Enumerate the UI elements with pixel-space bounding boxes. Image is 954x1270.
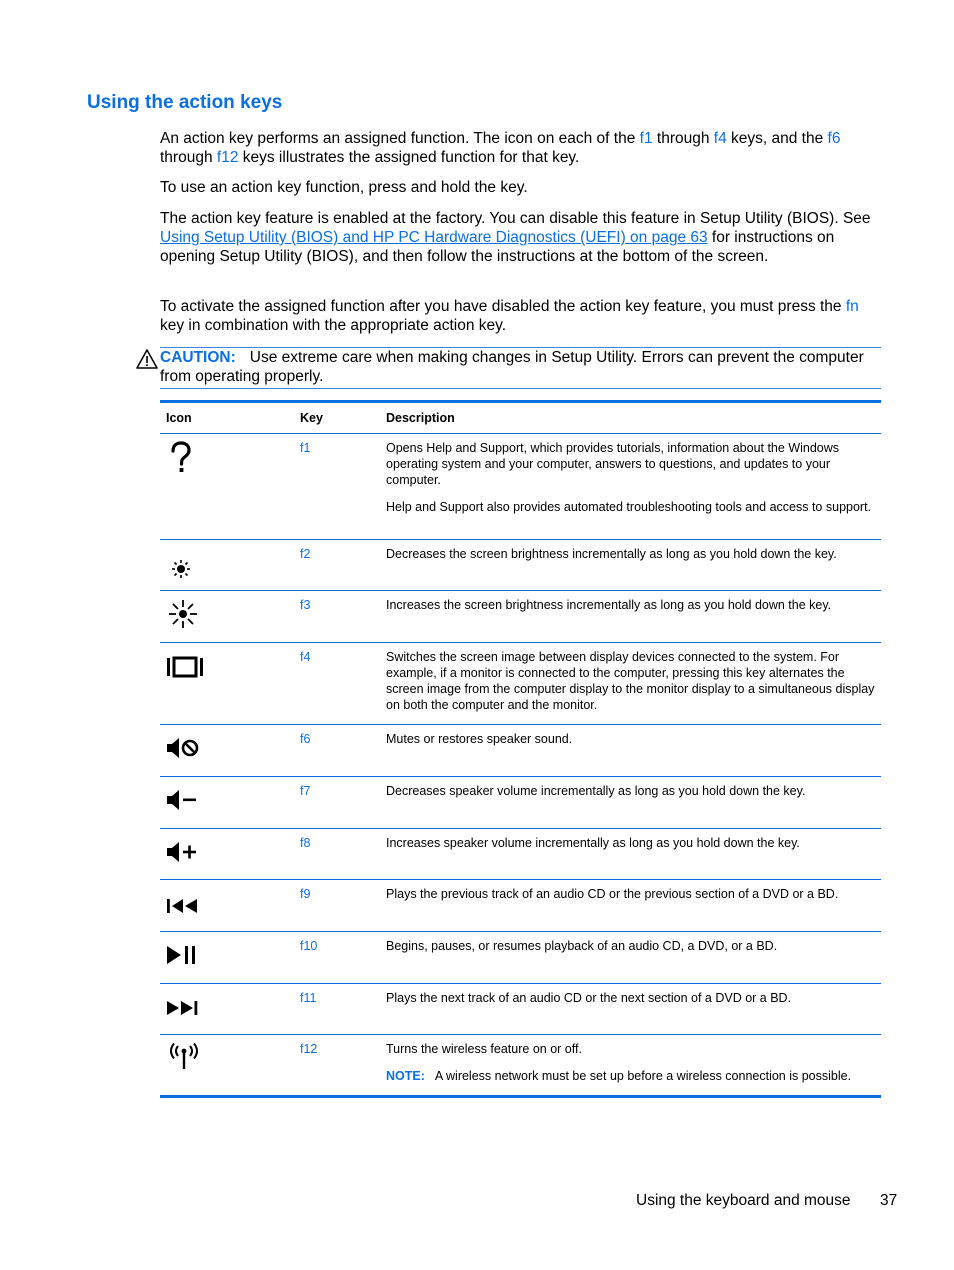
description-text: Begins, pauses, or resumes playback of an audio CD, a DVD, or a BD. — [386, 939, 778, 953]
key-cell: f4 — [300, 650, 311, 664]
warning-icon — [136, 349, 158, 369]
section-title: Using the action keys — [87, 92, 283, 113]
key-cell: f6 — [300, 732, 311, 746]
volume-down-icon — [166, 787, 202, 813]
text: To activate the assigned function after you have disabled the action key feature, you must press the — [160, 298, 846, 315]
description-text: Increases speaker volume incrementally as long as you hold down the key. — [386, 836, 800, 850]
text: The action key feature is enabled at the factory. You can disable this feature in Setup Utility (BIOS). See — [160, 210, 871, 227]
table-row — [160, 777, 881, 829]
fn-paragraph — [160, 297, 872, 335]
icon-cell — [160, 932, 294, 984]
note-label: NOTE: — [386, 1069, 425, 1083]
table-header-row — [160, 402, 881, 434]
description-text: Switches the screen image between display devices connected to the system. For example, if a monitor is connected to the computer, pressing this key alternates the screen image from the computer display to the monitor display to a simultaneous display on both the computer and the monitor. — [386, 650, 875, 712]
key-cell: f11 — [300, 991, 317, 1005]
key-ref: f12 — [216, 149, 239, 166]
key-cell: f3 — [300, 598, 311, 612]
intro-paragraph — [160, 129, 872, 167]
icon-cell — [160, 725, 294, 777]
table-row — [160, 725, 881, 777]
key-cell: f9 — [300, 887, 311, 901]
caution-message: Use extreme care when making changes in Setup Utility. Errors can prevent the computer from operating properly. — [160, 349, 864, 385]
key-cell: f12 — [300, 1042, 318, 1056]
icon-cell — [160, 984, 294, 1035]
previous-track-icon — [166, 896, 202, 916]
description-text: Turns the wireless feature on or off. — [386, 1042, 582, 1056]
key-ref: f1 — [639, 130, 653, 147]
icon-cell — [160, 880, 294, 932]
icon-cell — [160, 591, 294, 643]
caution-text — [160, 348, 880, 386]
usage-paragraph: To use an action key function, press and hold the key. — [160, 179, 528, 196]
page-number: 37 — [880, 1192, 898, 1209]
description-cell — [380, 434, 881, 540]
switch-display-icon — [166, 655, 206, 681]
key-ref: f4 — [713, 130, 727, 147]
note — [386, 1068, 875, 1084]
text: keys, and the — [726, 130, 828, 147]
mute-icon — [166, 735, 202, 761]
key-cell: f2 — [300, 547, 311, 561]
volume-up-icon — [166, 839, 202, 865]
description-cell — [380, 777, 881, 829]
table-row — [160, 880, 881, 932]
text: through — [160, 149, 217, 166]
description-text: Decreases speaker volume incrementally as long as you hold down the key. — [386, 784, 806, 798]
key-cell: f1 — [300, 441, 311, 455]
description-text: Plays the next track of an audio CD or the next section of a DVD or a BD. — [386, 991, 792, 1005]
description-cell — [380, 725, 881, 777]
description-cell — [380, 880, 881, 932]
table-row — [160, 984, 881, 1035]
text: An action key performs an assigned function. The icon on each of the — [160, 130, 640, 147]
key-cell: f7 — [300, 784, 311, 798]
description-cell — [380, 932, 881, 984]
header-key: Key — [300, 411, 323, 425]
play-pause-icon — [166, 944, 202, 966]
header-description: Description — [386, 411, 455, 425]
description-text: Increases the screen brightness incrementally as long as you hold down the key. — [386, 598, 832, 612]
description-text: Opens Help and Support, which provides tutorials, information about the Windows operating system and your computer, answers to questions, and updates to your computer. — [386, 441, 840, 487]
icon-cell — [160, 777, 294, 829]
brightness-down-icon — [166, 554, 196, 584]
footer-chapter-title: Using the keyboard and mouse — [636, 1192, 851, 1209]
description-text: Plays the previous track of an audio CD or the previous section of a DVD or a BD. — [386, 887, 839, 901]
next-track-icon — [166, 998, 202, 1018]
wireless-icon — [166, 1043, 202, 1073]
key-ref: fn — [845, 298, 859, 315]
description-cell — [380, 643, 881, 725]
table-row — [160, 829, 881, 880]
action-keys-table — [160, 400, 881, 1098]
question-mark-icon — [166, 440, 196, 478]
key-ref: f6 — [827, 130, 841, 147]
text: key in combination with the appropriate action key. — [160, 317, 507, 334]
table-row — [160, 1035, 881, 1097]
header-icon: Icon — [166, 411, 192, 425]
bios-paragraph — [160, 209, 872, 266]
brightness-up-icon — [166, 597, 200, 631]
description-cell — [380, 829, 881, 880]
description-cell — [380, 540, 881, 591]
table-row — [160, 591, 881, 643]
description-text: Help and Support also provides automated troubleshooting tools and access to support. — [386, 500, 872, 514]
key-cell: f10 — [300, 939, 318, 953]
note-text: A wireless network must be set up before a wireless connection is possible. — [434, 1069, 852, 1083]
caution-label: CAUTION: — [160, 349, 236, 366]
description-cell — [380, 1035, 881, 1097]
key-cell: f8 — [300, 836, 311, 850]
table-row — [160, 643, 881, 725]
description-cell — [380, 591, 881, 643]
text: keys illustrates the assigned function for that key. — [238, 149, 580, 166]
table-row — [160, 932, 881, 984]
icon-cell — [160, 540, 294, 591]
table-row — [160, 540, 881, 591]
text: through — [652, 130, 714, 147]
table-row — [160, 434, 881, 540]
icon-cell — [160, 643, 294, 725]
description-text: Decreases the screen brightness incrementally as long as you hold down the key. — [386, 547, 837, 561]
icon-cell — [160, 829, 294, 880]
text: for instructions on opening Setup Utility (BIOS), and then follow the instructions at the bottom of the screen. — [160, 229, 835, 265]
setup-utility-link[interactable]: Using Setup Utility (BIOS) and HP PC Hardware Diagnostics (UEFI) on page 63 — [160, 229, 708, 246]
description-text: Mutes or restores speaker sound. — [386, 732, 573, 746]
description-cell — [380, 984, 881, 1035]
icon-cell — [160, 1035, 294, 1097]
icon-cell — [160, 434, 294, 540]
